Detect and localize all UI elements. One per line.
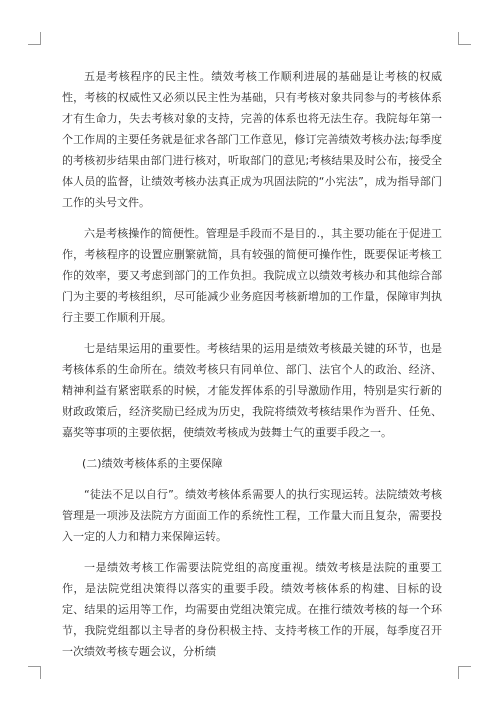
document-body [62,66,442,672]
crop-mark-bottom-right [458,666,471,679]
paragraph-democracy: 五是考核程序的民主性。绩效考核工作顺利进展的基础是让考核的权威性，考核的权威性又必须以民主性为基础，只有考核对象共同参与的考核体系才有生命力，失去考核对象的支持，完善的体系也将无法生存。我院每年第一个工作周的主要任务就是征求各部门工作意见，修订完善绩效考核办法;每季度的考核初步结果由部门进行核对，听取部门的意见;考核结果及时公布，接受全体人员的监督，让绩效考核办法真正成为巩固法院的“小宪法”，成为指导部门工作的头号文件。 [62,70,442,209]
crop-mark-top-right [458,32,471,45]
crop-mark-top-left [28,32,41,45]
paragraph-intro-quote: “徒法不足以自行”。绩效考核体系需要人的执行实现运转。法院绩效考核管理是一项涉及法院方方面面工作的系统性工程，工作量大而且复杂，需要投入一定的人力和精力来保障运转。 [62,488,442,543]
paragraph-simplicity: 六是考核操作的简便性。管理是手段而不是目的.，其主要功能在于促进工作，考核程序的设置应删繁就简，具有较强的简便可操作性，既要保证考核工作的效率，要又考虑到部门的工作负担。我院成立以绩效考核办和其他综合部门为主要的考核组织，尽可能减少业务庭因考核新增加的工作量，保障审判执行主要工作顺利开展。 [62,227,442,324]
section-heading: (二)绩效考核体系的主要保障 [82,457,223,470]
paragraph-party-leadership: 一是绩效考核工作需要法院党组的高度重视。绩效考核是法院的重要工作，是法院党组决策得以落实的重要手段。绩效考核体系的构建、目标的设定、结果的运用等工作，均需要由党组决策完成。在推行绩效考核的每一个环节，我院党组都以主导者的身份积极主持、支持考核工作的开展，每季度召开一次绩效考核专题会议，分析绩 [62,561,442,658]
crop-mark-bottom-left [28,666,41,679]
paragraph-results: 七是结果运用的重要性。考核结果的运用是绩效考核最关键的环节，也是考核体系的生命所在。绩效考核只有同单位、部门、法官个人的政治、经济、精神利益有紧密联系的时候，才能发挥体系的引导激励作用，特别是实行新的财政政策后，经济奖励已经成为历史，我院将绩效考核结果作为晋升、任免、嘉奖等事项的主要依据，使绩效考核成为鼓舞士气的重要手段之一。 [62,342,442,439]
